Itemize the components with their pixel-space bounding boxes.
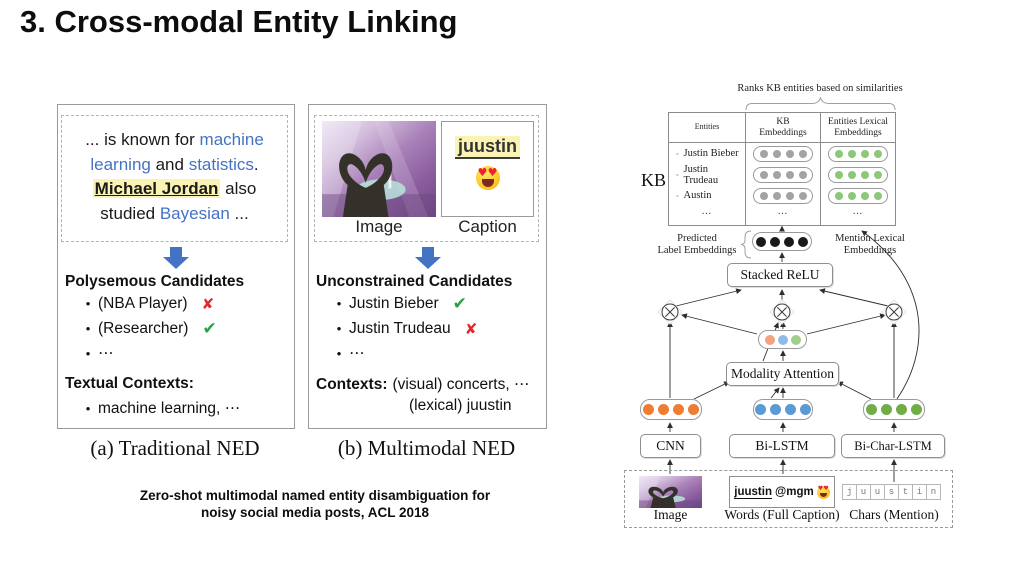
bullet-icon: • [336, 296, 342, 311]
candidate-item [329, 341, 477, 366]
char-feature-pill [863, 399, 925, 420]
concert-photo [322, 121, 436, 217]
bullet-icon: • [85, 321, 91, 336]
figure-caption-b: (b) Multimodal NED [337, 436, 516, 460]
bilstm-box: Bi-LSTM [729, 434, 835, 458]
entity-marker-icon: ◦ [676, 149, 679, 158]
candidates-list [329, 291, 477, 366]
contexts-heading: Textual Contexts: [65, 375, 194, 392]
input-words-label: Words (Full Caption) [724, 507, 840, 522]
entity-marker-icon: ◦ [676, 170, 679, 179]
bullet-icon: • [85, 346, 91, 361]
char-cell: j [842, 484, 857, 500]
kb-embedding-cell [746, 143, 821, 164]
highlighted-mention: Michael Jordan [94, 179, 219, 198]
image-feature-pill [640, 399, 702, 420]
lexical-embedding-cell [821, 185, 895, 206]
column-header: Entities Lexical Embeddings [821, 113, 895, 143]
image-label: Image [355, 217, 403, 236]
ellipsis-cell: … [852, 206, 864, 217]
kb-table [668, 112, 896, 226]
candidate-label: ⋯ [349, 345, 365, 362]
char-cell: t [898, 484, 913, 500]
text-snippet-box [61, 115, 288, 242]
contexts-heading: Contexts: [316, 376, 388, 393]
multiply-node-icons [658, 300, 906, 324]
lexical-embedding-cell [821, 164, 895, 185]
snippet-line: Michael Jordan also [94, 179, 257, 198]
ellipsis-cell: … [669, 206, 746, 225]
panel-multimodal-ned [308, 104, 547, 429]
char-cells [842, 484, 941, 500]
contexts-line2: (lexical) juustin [409, 397, 512, 414]
candidates-heading: Polysemous Candidates [65, 273, 245, 290]
candidates-list [78, 291, 217, 366]
cnn-box: CNN [640, 434, 701, 458]
kb-label: KB [641, 170, 667, 190]
char-cell: u [870, 484, 885, 500]
heart-eyes-emoji-icon: ♥ ♥ [476, 166, 500, 190]
candidate-item [78, 291, 217, 316]
candidate-label: ⋯ [98, 345, 114, 362]
candidate-item [78, 341, 217, 366]
entity-row-label: ◦ Justin Trudeau [669, 164, 746, 185]
char-cell: n [926, 484, 941, 500]
predicted-label-embeddings-label: Predicted Label Embeddings [657, 233, 737, 256]
figure-caption-a: (a) Traditional NED [90, 436, 260, 460]
heart-eyes-emoji-icon: ♥ ♥ [817, 486, 830, 499]
stacked-relu-box: Stacked ReLU [727, 263, 833, 287]
kb-embedding-cell [746, 164, 821, 185]
mention-lexical-embeddings-label: Mention Lexical Embeddings [835, 233, 905, 256]
bullet-icon: • [85, 296, 91, 311]
caption-words-box: juustin @mgm ♥ ♥ [729, 476, 835, 508]
slide-title: 3. Cross-modal Entity Linking [20, 4, 458, 39]
kb-embedding-cell [746, 185, 821, 206]
candidate-label: Justin Bieber [349, 294, 439, 312]
cross-icon: ✘ [464, 319, 478, 338]
snippet-line: learning and statistics. [90, 154, 259, 174]
caption-box [441, 121, 534, 217]
candidate-item [329, 291, 477, 316]
modality-attention-box: Modality Attention [726, 362, 839, 386]
char-cell: i [912, 484, 927, 500]
bullet-icon: • [336, 346, 342, 361]
char-cell: s [884, 484, 899, 500]
caption-label: Caption [458, 217, 517, 236]
bullet-icon: • [85, 401, 91, 416]
mention-word: juustin [734, 485, 772, 498]
column-header: Entities [669, 113, 746, 143]
bichar-lstm-box: Bi-Char-LSTM [841, 434, 945, 458]
candidate-item [329, 316, 477, 341]
left-brace [741, 231, 751, 258]
word-feature-pill [753, 399, 813, 420]
candidates-heading: Unconstrained Candidates [316, 273, 513, 290]
check-icon: ✔ [452, 293, 467, 314]
bullet-icon: • [336, 321, 342, 336]
context-item [78, 396, 240, 421]
entity-marker-icon: ◦ [676, 191, 679, 200]
ellipsis-cell: … [746, 206, 821, 225]
contexts-line: Contexts: (visual) concerts, ⋯ [316, 376, 530, 393]
attention-weights-pill [758, 330, 807, 349]
input-chars-label: Chars (Mention) [849, 507, 939, 522]
down-arrow-icon [163, 247, 189, 269]
column-header: KB Embeddings [746, 113, 821, 143]
paper-attribution: Zero-shot multimodal named entity disambiguation for noisy social media posts, ACL 2018 [139, 488, 491, 520]
snippet-line: studied Bayesian ... [100, 203, 249, 223]
post-media-box [314, 115, 539, 242]
candidate-label: (NBA Player) [98, 294, 188, 312]
predicted-embedding-pill [752, 232, 812, 251]
entity-row-label: ◦ Austin [669, 185, 746, 206]
candidate-label: Justin Trudeau [349, 319, 451, 337]
lexical-embedding-cell [821, 143, 895, 164]
contexts-list [78, 396, 240, 421]
input-image-thumb [639, 476, 702, 508]
panel-traditional-ned [57, 104, 295, 429]
candidate-item [78, 316, 217, 341]
input-image-label: Image [653, 507, 688, 522]
check-icon: ✔ [202, 318, 217, 339]
cross-icon: ✘ [201, 294, 215, 313]
entity-row-label: ◦ Justin Bieber [669, 143, 746, 164]
down-arrow-icon [415, 247, 441, 269]
candidate-label: (Researcher) [98, 319, 189, 337]
ranking-note: Ranks KB entities based on similarities [737, 83, 903, 94]
char-cell: u [856, 484, 871, 500]
mention-word: juustin [455, 136, 520, 159]
top-brace [746, 98, 895, 110]
context-label: machine learning, ⋯ [98, 400, 241, 417]
snippet-line: ... is known for machine [85, 130, 264, 149]
